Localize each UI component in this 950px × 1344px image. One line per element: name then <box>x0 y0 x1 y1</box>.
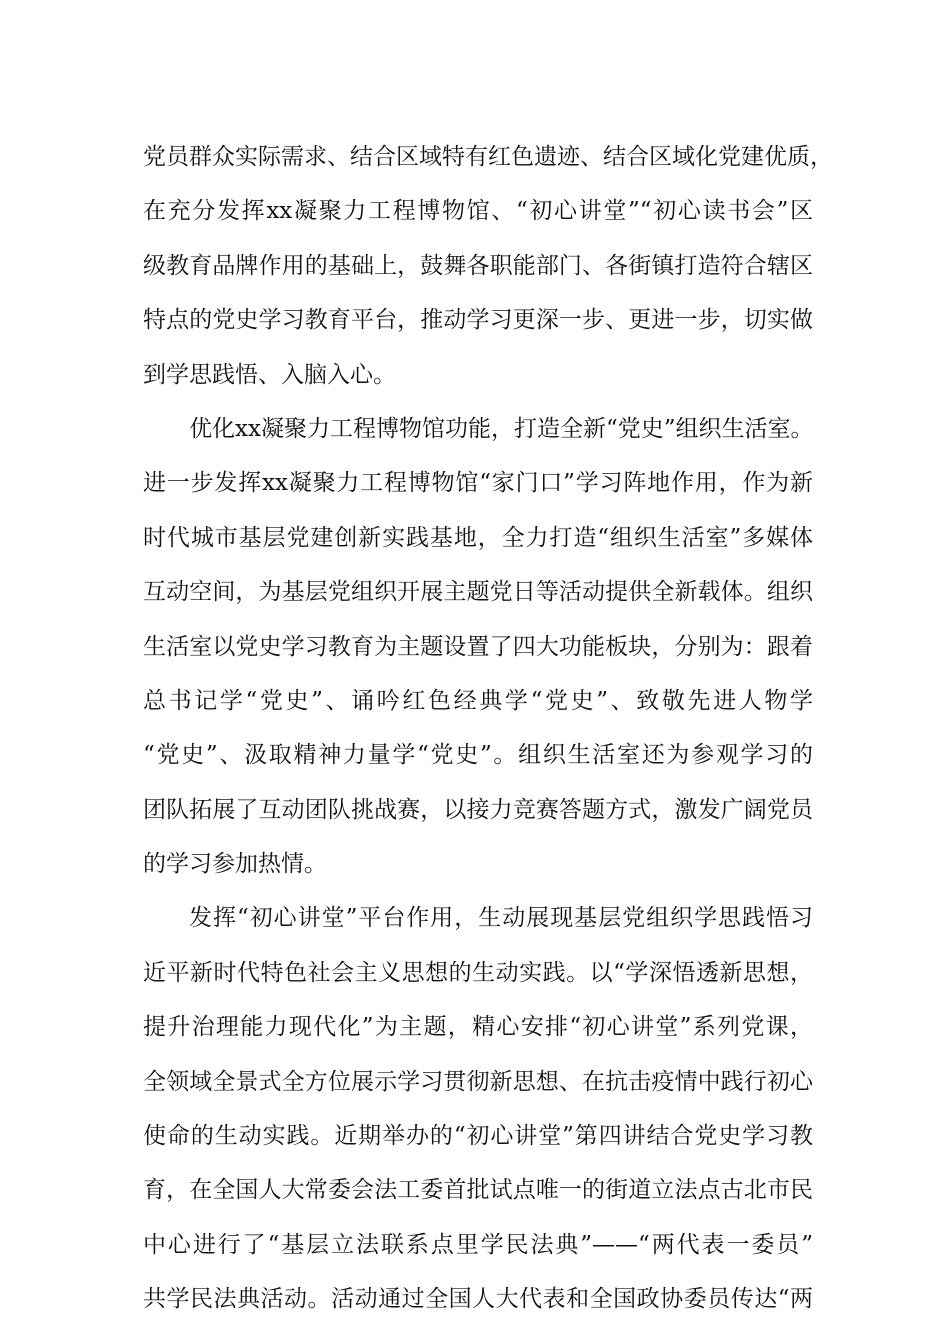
text-line: 特点的党史学习教育平台，推动学习更深一步、更进一步，切实做 <box>143 307 813 334</box>
text-line: “党史”、汲取精神力量学“党史”。组织生活室还为参观学习的 <box>143 742 813 769</box>
text-line: 进一步发挥xx凝聚力工程博物馆“家门口”学习阵地作用，作为新 <box>143 470 813 497</box>
text-line: 级教育品牌作用的基础上，鼓舞各职能部门、各街镇打造符合辖区 <box>143 252 813 279</box>
text-line: 在充分发挥xx凝聚力工程博物馆、“初心讲堂”“初心读书会”区 <box>143 198 813 225</box>
text-line: 中心进行了“基层立法联系点里学民法典”——“两代表一委员” <box>143 1231 813 1258</box>
text-line: 总书记学“党史”、诵吟红色经典学“党史”、致敬先进人物学 <box>143 687 813 714</box>
text-line: 全领域全景式全方位展示学习贯彻新思想、在抗击疫情中践行初心 <box>143 1068 813 1095</box>
text-line: 生活室以党史学习教育为主题设置了四大功能板块，分别为：跟着 <box>143 633 813 660</box>
body-text <box>143 130 833 1327</box>
text-line: 共学民法典活动。活动通过全国人大代表和全国政协委员传达“两 <box>143 1286 813 1313</box>
text-line: 使命的生动实践。近期举办的“初心讲堂”第四讲结合党史学习教 <box>143 1123 813 1150</box>
text-line: 党员群众实际需求、结合区域特有红色遗迹、结合区域化党建优质， <box>143 144 833 170</box>
paragraph-first-line: 发挥“初心讲堂”平台作用，生动展现基层党组织学思践悟习 <box>189 905 813 932</box>
text-line: 团队拓展了互动团队挑战赛，以接力竞赛答题方式，激发广阔党员 <box>143 796 813 823</box>
text-line: 的学习参加热情。 <box>143 851 327 878</box>
text-line: 育，在全国人大常委会法工委首批试点唯一的街道立法点古北市民 <box>143 1177 813 1204</box>
paragraph-first-line: 优化xx凝聚力工程博物馆功能，打造全新“党史”组织生活室。 <box>189 415 814 442</box>
text-line: 近平新时代特色社会主义思想的生动实践。以“学深悟透新思想， <box>143 959 813 986</box>
text-line: 互动空间，为基层党组织开展主题党日等活动提供全新载体。组织 <box>143 579 813 606</box>
text-line: 到学思践悟、入脑入心。 <box>143 361 396 388</box>
text-line: 提升治理能力现代化”为主题，精心安排“初心讲堂”系列党课， <box>143 1014 813 1041</box>
text-line: 时代城市基层党建创新实践基地，全力打造“组织生活室”多媒体 <box>143 524 813 551</box>
